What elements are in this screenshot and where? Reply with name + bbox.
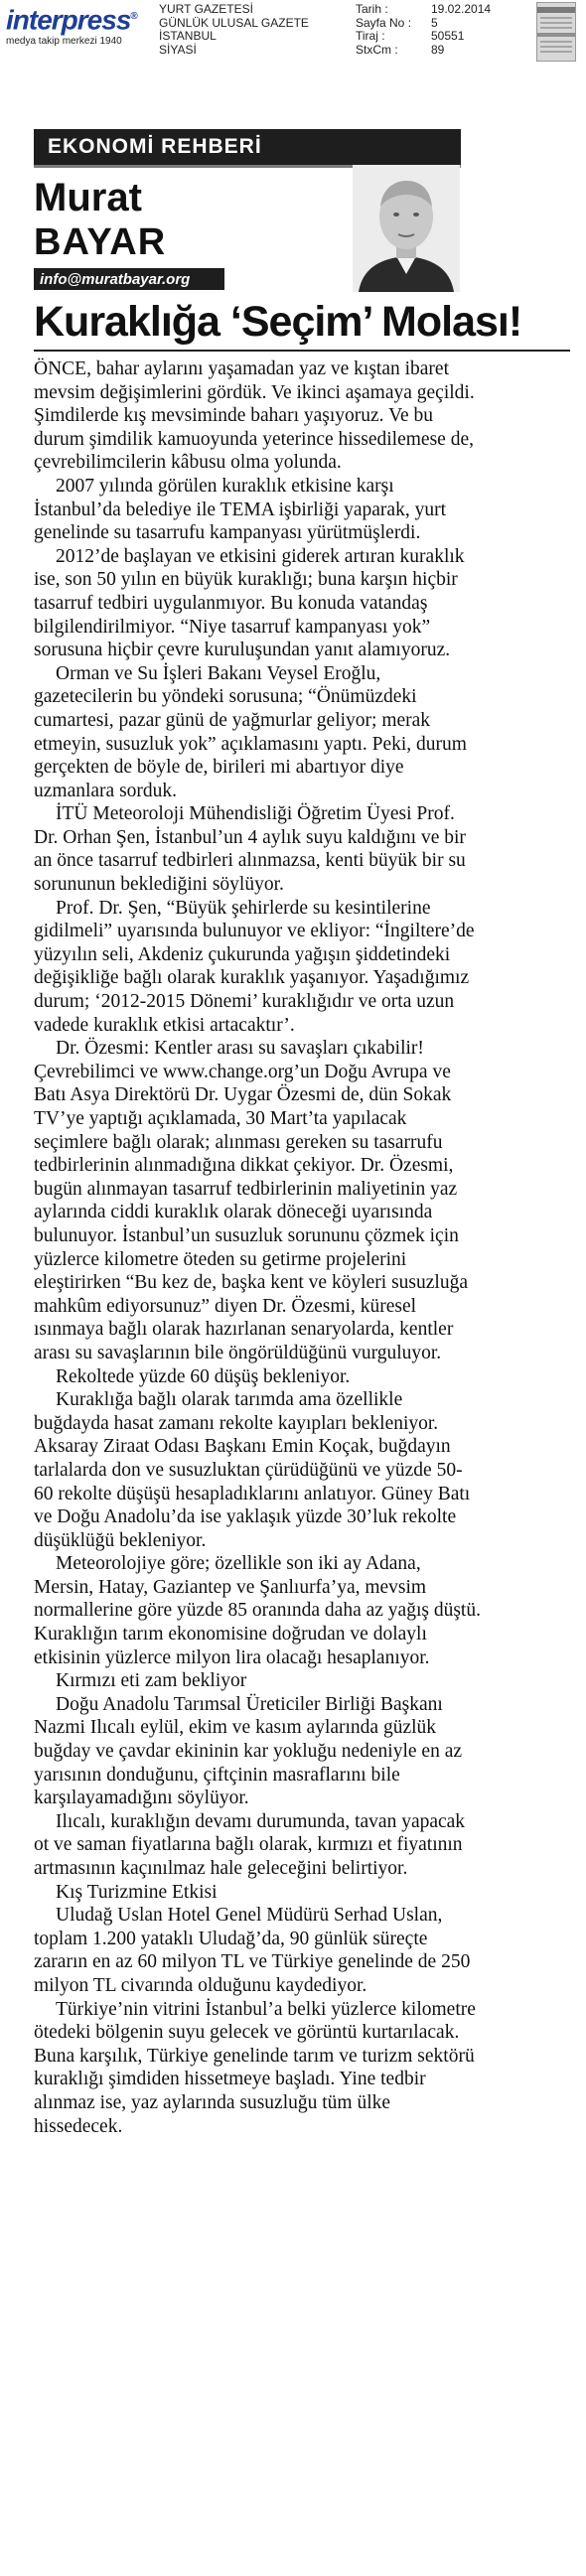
meta-label: Tarih :: [356, 2, 388, 16]
paragraph: Meteorolojiye göre; özellikle son iki ay Adana, Mersin, Hatay, Gaziantep ve Şanlıurfa’ya, mevsim normallerine göre yüzde 85 oranında daha az yağış düştü. Kuraklığın tarım ekonomisine doğrudan ve dolaylı etkisinin yüzlerce milyon lira olacağı hesaplanıyor.: [34, 1553, 481, 1668]
article-headline: Kuraklığa ‘Seçim’ Molası!: [34, 298, 522, 346]
article-body: [34, 358, 481, 2138]
headline-divider: [34, 350, 570, 352]
meta-row-date: [356, 3, 511, 17]
paragraph: Orman ve Su İşleri Bakanı Veysel Eroğlu, gazetecilerin bu yöndeki sorusuna; “Önümüzdeki cumartesi, pazar günü de yağmurlar geliyor; merak etmeyin, susuzluk yok” açıklamasını yaptı. Peki, durum gerçekten de böyle de, birileri mi abartıyor diye uzmanlara sorduk.: [34, 662, 467, 801]
paragraph: Çevrebilimci ve www.change.org’un Doğu Avrupa ve Batı Asya Direktörü Dr. Uygar Özesmi de, dün Sokak TV’ye yaptığı açıklamada, 30 Mart’ta yapılacak seçimlere bağlı olarak; alınması gereken su tasarrufu tedbirlerinin alınmadığına dikkat çekiyor. Dr. Özesmi, bugün alınmayan tasarruf tedbirlerinin maliyetinin yaz aylarında ciddi kuraklık olarak döneceği uyarısında bulunuyor. İstanbul’un susuzluk sorununu çözmek için yüzlerce kilometre öteden su getirme projelerini eleştirirken “Bu kez de, başka kent ve köyleri susuzluğa mahkûm ediyorsunuz” diyen Dr. Özesmi, küresel ısınmaya bağlı olarak hazırlanan senaryolarda, kentler arası su savaşlarının bile öngörüldüğünü vurguluyor.: [34, 1061, 468, 1363]
paragraph: ÖNCE, bahar aylarını yaşamadan yaz ve kıştan ibaret mevsim değişimlerini gördük. Ve ikinci aşamaya geçildi. Şimdilerde kış mevsiminde baharı yaşıyoruz. Ve bu durum şimdilik kamuoyunda yeterince hissedilemese de, çevrebilimcilerin kâbusu olma yolunda.: [34, 358, 475, 474]
author-first-name: Murat: [34, 176, 142, 219]
subheading: Dr. Özesmi: Kentler arası su savaşları çıkabilir!: [56, 1038, 424, 1060]
paragraph: Uludağ Uslan Hotel Genel Müdürü Serhad Uslan, toplam 1.200 yataklı Uludağ’da, 90 günlük süreçte zararın en az 60 milyon TL ve Türkiye genelinde de 250 milyon TL civarında olduğunu kaydediyor.: [34, 1905, 471, 1996]
column-rubric: EKONOMİ REHBERİ: [48, 135, 262, 158]
paragraph: 2007 yılında görülen kuraklık etkisine karşı İstanbul’da belediye ile TEMA işbirliği yaparak, yurt genelinde su tasarrufu kampanyası yürütmüşlerdi.: [34, 475, 446, 544]
meta-row-page: [356, 17, 511, 31]
clipping-meta: [356, 3, 511, 57]
paragraph: Türkiye’nin vitrini İstanbul’a belki yüzlerce kilometre ötedeki bölgenin suyu gelecek ve görüntü kurtarılacak. Buna karşılık, Türkiye genelinde tarım ve turizm sektörü kuraklığı şimdiden hissetmeye başladı. Yine tedbir alınmaz ise, yaz aylarında susuzluğu tüm ülke hissedecek.: [34, 1998, 476, 2137]
subheading: Rekoltede yüzde 60 düşüş bekleniyor.: [56, 1365, 351, 1387]
publication-info: [159, 3, 309, 57]
publication-frequency: GÜNLÜK ULUSAL GAZETE: [159, 15, 309, 30]
meta-label: StxCm :: [356, 42, 398, 57]
paragraph: 2012’de başlayan ve etkisini giderek artıran kuraklık ise, son 50 yılın en büyük kuraklığı; buna karşın hiçbir tasarruf tedbiri uygulanmıyor. Bu konuda vatandaş bilgilendirilmiyor. “Niye tasarruf kampanyası yok” sorusuna hiçbir çevre kuruluşundan yanıt alamıyoruz.: [34, 545, 465, 661]
paragraph: İTÜ Meteoroloji Mühendisliği Öğretim Üyesi Prof. Dr. Orhan Şen, İstanbul’un 4 aylık suyu kaldığını ve bir an önce tasarruf tedbirleri alınmazsa, kenti büyük bir su sorununun beklediğini söylüyor.: [34, 803, 466, 896]
author-portrait-icon: [353, 165, 460, 292]
interpress-logo: [6, 2, 145, 47]
publication-name: YURT GAZETESİ: [159, 2, 253, 16]
paragraph: Kuraklığa bağlı olarak tarımda ama özellikle buğdayda hasat zamanı rekolte kayıpları bekleniyor. Aksaray Ziraat Odası Başkanı Emin Koçak, buğdayın tarlalarda don ve susuzluktan çürüdüğünü ve yüzde 50-60 rekolte düşüşü hesapladıklarını anlatıyor. Güney Batı ve Doğu Anadolu’da ise yaklaşık yüzde 30’luk rekolte düşüklüğü bekleniyor.: [34, 1389, 471, 1551]
column-rubric-bar: [34, 129, 461, 168]
subheading: Kırmızı eti zam bekliyor: [56, 1670, 247, 1692]
meta-value: 5: [431, 15, 438, 30]
clipping-header: [0, 0, 586, 68]
meta-row-stxcm: [356, 44, 511, 58]
page-thumbnail: [536, 2, 576, 62]
logo-wordmark: interpress: [6, 4, 131, 36]
paragraph: Prof. Dr. Şen, “Büyük şehirlerde su kesintilerine gidilmeli” uyarısında bulunuyor ve ekliyor: “İngiltere’de yüzyılın seli, Akdeniz çukurunda yağışın şiddetindeki değişikliğe bağlı olarak kuraklık yaşanıyor. Yaşadığımız durum; ‘2012-2015 Dönemi’ kuraklığıdır ve orta uzun vadede kuraklık etkisi artacaktır’.: [34, 897, 475, 1036]
paragraph: Ilıcalı, kuraklığın devamı durumunda, tavan yapacak ot ve saman fiyatlarına bağlı olarak, kırmızı et fiyatının artmasının kaçınılmaz hale geleceğini belirtiyor.: [34, 1810, 466, 1879]
author-photo: [353, 165, 460, 292]
publication-category: SİYASİ: [159, 42, 197, 57]
meta-value: 19.02.2014: [431, 2, 492, 16]
logo-tagline: medya takip merkezi 1940: [6, 36, 122, 48]
meta-value: 50551: [431, 29, 465, 43]
meta-row-circulation: [356, 30, 511, 44]
publication-city: İSTANBUL: [159, 29, 217, 43]
meta-label: Tiraj :: [356, 29, 385, 43]
author-email-box: [34, 268, 224, 290]
subheading: Kış Turizmine Etkisi: [56, 1881, 218, 1903]
author-email: info@muratbayar.org: [40, 271, 191, 288]
meta-label: Sayfa No :: [356, 15, 412, 30]
meta-value: 89: [431, 42, 445, 57]
registered-mark-icon: ®: [130, 11, 137, 22]
paragraph: Doğu Anadolu Tarımsal Üreticiler Birliği Başkanı Nazmi Ilıcalı eylül, ekim ve kasım aylarında güzlük buğday ve çavdar ekininin kar yokluğu nedeniyle en az yarısının donduğunu, çiftçinin masraflarını bile karşılayamadığını söylüyor.: [34, 1693, 463, 1809]
author-last-name: BAYAR: [34, 221, 167, 263]
